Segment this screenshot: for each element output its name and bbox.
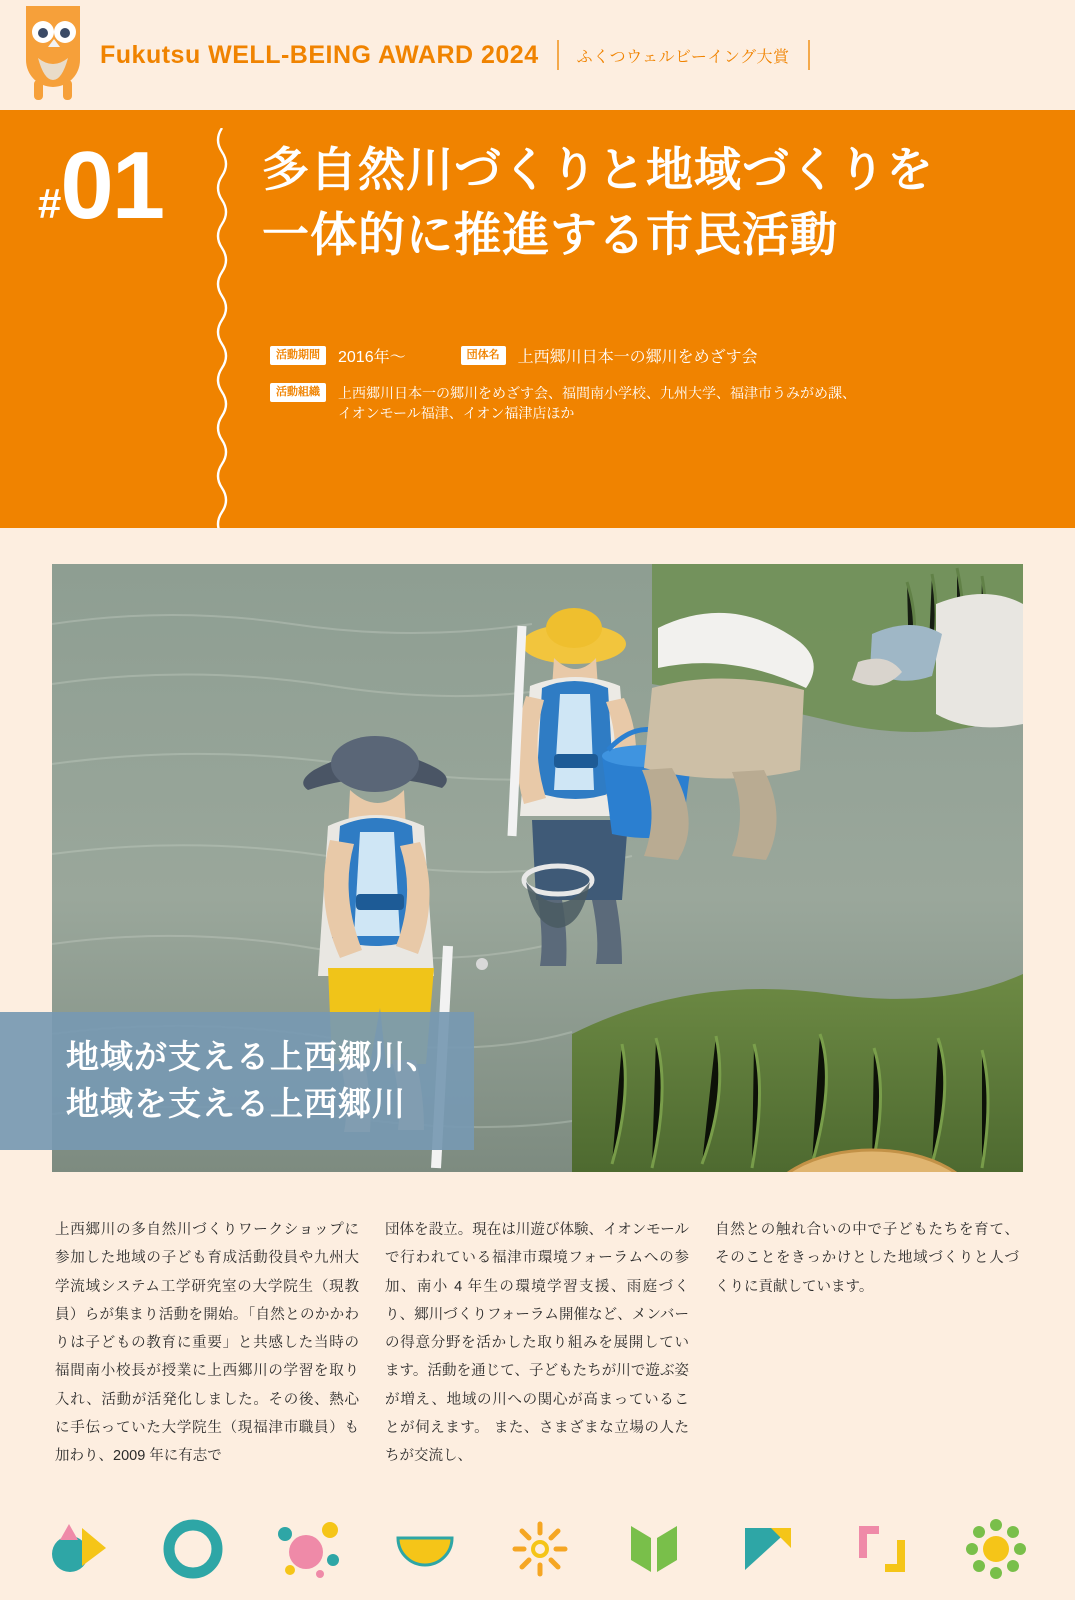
photo-caption-line1: 地域が支える上西郷川、: [66, 1038, 440, 1076]
dots-cluster-icon: [276, 1518, 342, 1580]
body-text-3: 自然との触れ合いの中で子どもたちを育て、そのことをきっかけとした地域づくりと人づくりに貢献しています。: [715, 1222, 1019, 1295]
entry-heading-line1: 多自然川づくりと地域づくりを: [262, 143, 934, 196]
photo-caption-line2: 地域を支える上西郷川: [66, 1085, 406, 1123]
owl-logo-icon: [22, 6, 84, 104]
org-value-line1: 上西郷川日本一の郷川をめざす会、福間南小学校、九州大学、福津市うみがめ課、: [338, 385, 856, 402]
org-value-line2: イオンモール福津、イオン福津店ほか: [338, 405, 575, 422]
sun-flower-icon: [965, 1518, 1027, 1580]
header-divider: [557, 40, 559, 70]
org-label: 活動組織: [270, 383, 326, 402]
entry-heading-line2: 一体的に推進する市民活動: [262, 207, 838, 261]
body-column-2: [385, 1216, 689, 1470]
sunburst-dashes-icon: [509, 1518, 571, 1580]
meta-row-period-group: [270, 346, 856, 369]
period-label: 活動期間: [270, 346, 326, 365]
photo-caption: [0, 1012, 474, 1150]
ring-icon: [162, 1518, 224, 1580]
wavy-divider-icon: [213, 128, 231, 528]
entry-meta: [270, 346, 856, 438]
abstract-triangle-circle-icon: [48, 1518, 110, 1580]
body-column-3: [715, 1216, 1019, 1470]
body-text-1: 上西郷川の多自然川づくりワークショップに参加した地域の子ども育成活動役員や九州大学流域システム工学研究室の大学院生（現教員）らが集まり活動を開始。「自然とのかかわりは子どもの教育に重要」と共感した当時の福間南小校長が授業に上西郷川の学習を取り入れ、活動が活発化しました。その後、熱心に手伝っていた大学院生（現福津市職員）も加わり、2009 年に有志で: [55, 1222, 359, 1465]
period-value: 2016年～: [338, 349, 406, 366]
entry-number: [38, 132, 164, 239]
group-value: 上西郷川日本一の郷川をめざす会: [517, 349, 758, 366]
body-text-2: 団体を設立。現在は川遊び体験、イオンモールで行われている福津市環境フォーラムへの参加、南小 4 年生の環境学習支援、雨庭づくり、郷川づくりフォーラム開催など、メンバーの得意分野を活かした取り組みを展開しています。活動を通じて、子どもたちが川で遊ぶ姿が増え、地域の川への関心が高まっていることが伺えます。 また、さまざまな立場の人たちが交流し、: [385, 1222, 689, 1465]
open-book-icon: [623, 1518, 685, 1580]
corner-bracket-icon: [851, 1518, 913, 1580]
org-value: [338, 383, 856, 424]
award-title: Fukutsu WELL-BEING AWARD 2024: [100, 40, 539, 69]
hero-section: [0, 110, 1075, 528]
award-subtitle: ふくつウェルビーイング大賞: [576, 48, 790, 66]
folded-flag-icon: [737, 1518, 799, 1580]
entry-number-value: 01: [60, 132, 164, 239]
photo-block: [52, 564, 1023, 1172]
article-body: [55, 1216, 1020, 1470]
meta-row-org: [270, 383, 856, 424]
half-moon-bowl-icon: [394, 1518, 456, 1580]
body-column-1: [55, 1216, 359, 1470]
page-header: [0, 0, 1075, 110]
header-divider-right: [808, 40, 810, 70]
entry-heading: [262, 138, 934, 268]
group-label: 団体名: [461, 346, 506, 365]
entry-number-prefix: #: [38, 180, 61, 227]
footer-icon-strip: [0, 1518, 1075, 1580]
